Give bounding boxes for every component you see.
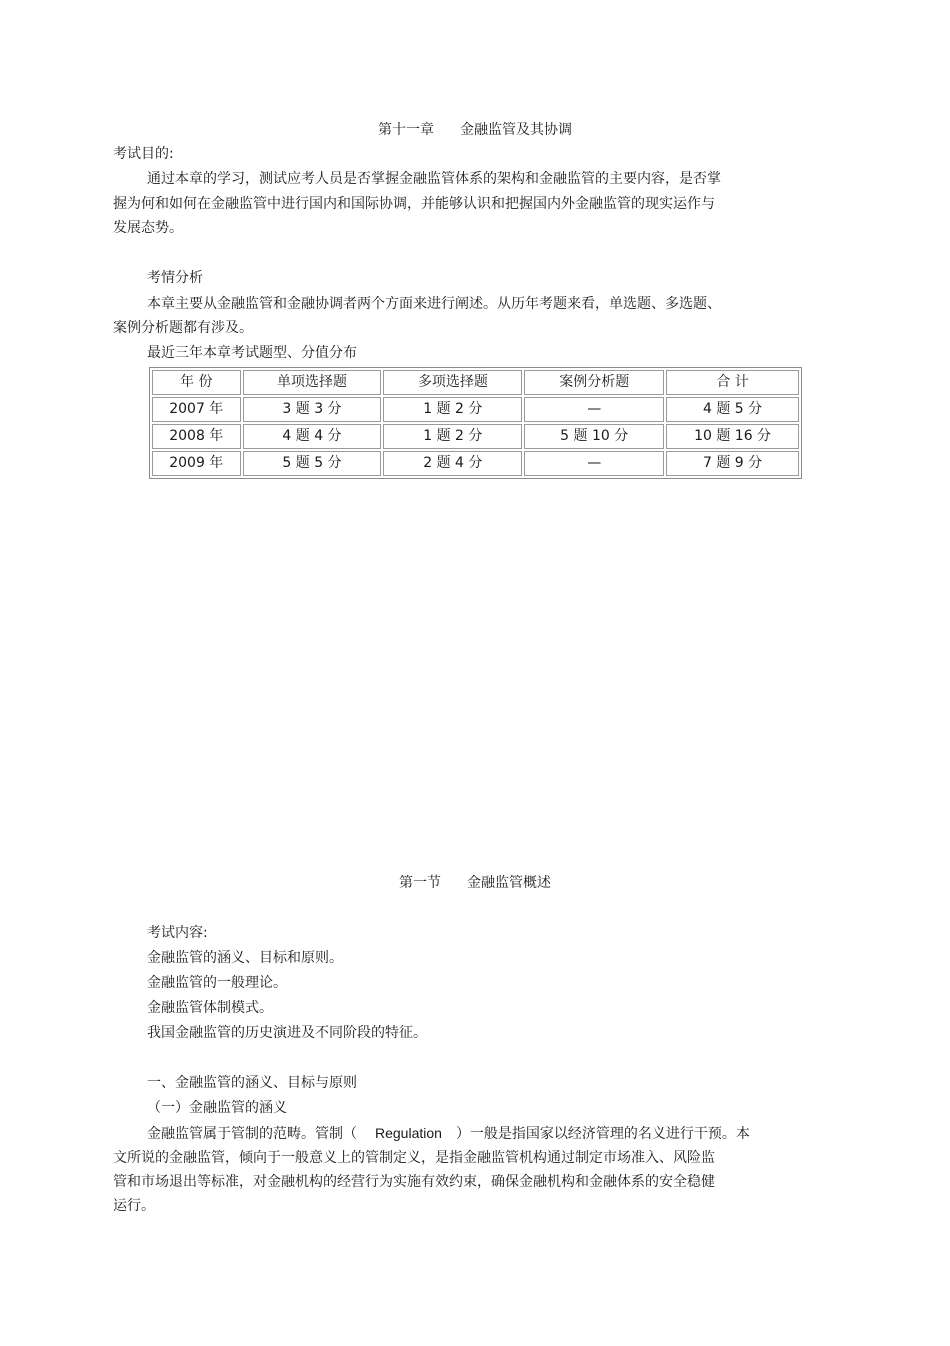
table-cell: 7 题 9 分 [666,451,799,476]
table-row [152,451,799,476]
table-cell: 4 题 4 分 [243,424,382,449]
regulation-term: Regulation [375,1125,442,1141]
table-caption: 最近三年本章考试题型、分值分布 [147,345,357,361]
table-cell: — [524,397,664,422]
table-cell: 5 题 10 分 [524,424,664,449]
analysis-line: 本章主要从金融监管和金融协调者两个方面来进行阐述。从历年考题来看，单选题、多选题、 [147,296,721,312]
chapter-title [0,120,950,140]
table-cell: 3 题 3 分 [243,397,382,422]
table-header-cell: 多项选择题 [383,370,522,395]
table-cell: 1 题 2 分 [383,424,522,449]
body-text: 金融监管属于管制的范畴。管制（ [147,1126,357,1142]
table-cell: 2008 年 [152,424,241,449]
sub-heading: （一）金融监管的涵义 [147,1100,287,1116]
table-cell: 10 题 16 分 [666,424,799,449]
table-cell: 2009 年 [152,451,241,476]
exam-content-item: 金融监管的一般理论。 [147,975,287,991]
table-cell: 5 题 5 分 [243,451,382,476]
body-line: 运行。 [113,1198,155,1214]
table-row [152,397,799,422]
table-cell: — [524,451,664,476]
chapter-number: 第十一章 [378,122,434,138]
section-name: 金融监管概述 [467,875,551,891]
body-line [147,1123,750,1144]
table-cell: 2007 年 [152,397,241,422]
analysis-heading: 考情分析 [147,270,203,286]
chapter-name: 金融监管及其协调 [460,122,572,138]
table-row [152,424,799,449]
score-distribution-table [149,367,802,479]
exam-content-item: 金融监管体制模式。 [147,1000,273,1016]
table-cell: 4 题 5 分 [666,397,799,422]
table-header-row [152,370,799,395]
exam-content-item: 我国金融监管的历史演进及不同阶段的特征。 [147,1025,427,1041]
body-line: 管和市场退出等标准，对金融机构的经营行为实施有效约束，确保金融机构和金融体系的安全稳健 [113,1174,715,1190]
section-title [0,873,950,893]
exam-purpose-line: 通过本章的学习，测试应考人员是否掌握金融监管体系的架构和金融监管的主要内容，是否掌 [147,171,721,187]
table-header-cell: 年 份 [152,370,241,395]
analysis-line: 案例分析题都有涉及。 [113,320,253,336]
table-cell: 1 题 2 分 [383,397,522,422]
table-header-cell: 单项选择题 [243,370,382,395]
exam-purpose-line: 握为何和如何在金融监管中进行国内和国际协调，并能够认识和把握国内外金融监管的现实运作与 [113,196,715,212]
body-line: 文所说的金融监管，倾向于一般意义上的管制定义，是指金融监管机构通过制定市场准入、风险监 [113,1150,715,1166]
table-header-cell: 案例分析题 [524,370,664,395]
table-cell: 2 题 4 分 [383,451,522,476]
body-text: ）一般是指国家以经济管理的名义进行干预。本 [455,1126,750,1142]
table-header-cell: 合 计 [666,370,799,395]
section-number: 第一节 [399,875,441,891]
part-heading: 一、金融监管的涵义、目标与原则 [147,1075,357,1091]
exam-purpose-line: 发展态势。 [113,220,183,236]
exam-content-heading: 考试内容: [147,925,208,941]
exam-content-item: 金融监管的涵义、目标和原则。 [147,950,343,966]
exam-purpose-heading: 考试目的: [113,146,174,162]
